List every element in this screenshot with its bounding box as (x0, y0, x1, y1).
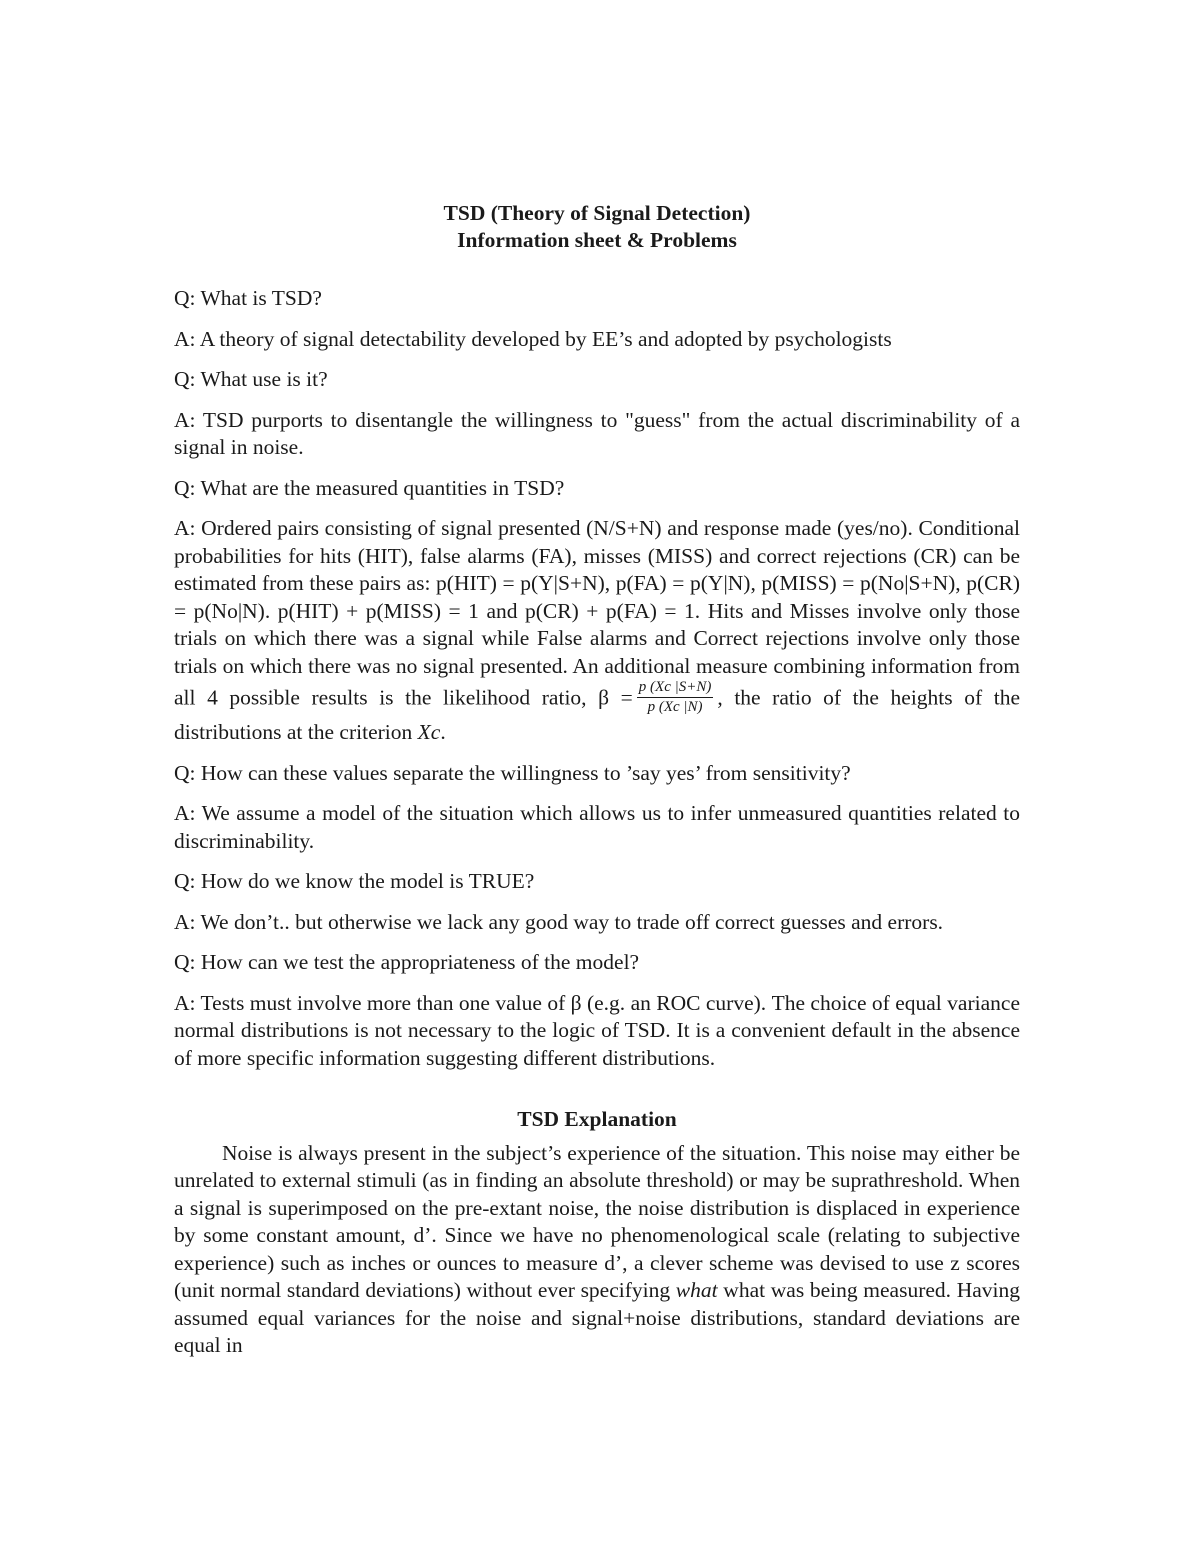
question-4: Q: How can these values separate the willingness to ’say yes’ from sensitivity? (174, 760, 851, 785)
answer-4: A: We assume a model of the situation which allows us to infer unmeasured quantities related to discriminability. (174, 801, 1020, 853)
title-line-2: Information sheet & Problems (457, 228, 737, 252)
explanation-text-1: Noise is always present in the subject’s experience of the situation. This noise may either be unrelated to external stimuli (as in finding an absolute threshold) or may be suprathreshold. When a signal is superimposed on the pre-extant noise, the noise distribution is displaced in experience by some constant amount, d’. Since we have no phenomenological scale (relating to subjective experience) such as inches or ounces to measure d’, a clever scheme was devised to use z scores (unit normal standard deviations) without ever specifying (174, 1140, 1020, 1302)
likelihood-ratio-fraction (637, 678, 714, 717)
explanation-emphasis: what (675, 1278, 718, 1302)
explanation-paragraph (174, 1140, 1020, 1360)
answer-2: A: TSD purports to disentangle the willingness to "guess" from the actual discriminability of a signal in noise. (174, 407, 1020, 459)
fraction-denominator: p (Xc |N) (647, 699, 703, 715)
document-page (174, 200, 1020, 1373)
criterion-variable: Xc (417, 720, 441, 744)
question-1: Q: What is TSD? (174, 286, 322, 310)
question-3: Q: What are the measured quantities in TSD? (174, 475, 565, 500)
answer-5: A: We don’t.. but otherwise we lack any good way to trade off correct guesses and errors. (174, 909, 944, 934)
title-line-1: TSD (Theory of Signal Detection) (443, 201, 751, 225)
answer-6: A: Tests must involve more than one value of β (e.g. an ROC curve). The choice of equal variance normal distributions is not necessary to the logic of TSD. It is a convenient default in the absence of more specific information suggesting different distributions. (174, 990, 1020, 1070)
answer-3-text-1: A: Ordered pairs consisting of signal presented (N/S+N) and response made (yes/no). Conditional probabilities for hits (HIT), false alarms (FA), misses (MISS) and correct rejections (CR) can be estimated from these pairs as: p(HIT) = p(Y|S+N), p(FA) = p(Y|N), p(MISS) = p(No|S+N), p(CR) = p(No|N). p(HIT) + p(MISS) = 1 and p(CR) + p(FA) = 1. Hits and Misses involve only those trials on which there was a signal while False alarms and Correct rejections involve only those trials on which there was no signal presented. An additional measure combining information from all 4 possible results is the likelihood ratio, β = (174, 516, 1020, 710)
question-6: Q: How can we test the appropriateness of the model? (174, 950, 640, 974)
question-5: Q: How do we know the model is TRUE? (174, 869, 535, 893)
section-heading-explanation: TSD Explanation (517, 1107, 677, 1131)
answer-1: A: A theory of signal detectability developed by EE’s and adopted by psychologists (174, 326, 892, 351)
fraction-numerator: p (Xc |S+N) (637, 678, 714, 698)
explanation-text-2: what was being measured. Having assumed equal variances for the noise and signal+noise distributions, standard deviations are equal in (174, 1278, 1021, 1357)
document-title (174, 200, 1020, 254)
answer-3 (174, 515, 1020, 747)
answer-3-end: . (440, 720, 446, 744)
question-2: Q: What use is it? (174, 367, 328, 391)
answer-3-text-2: , the ratio of the heights of the distributions at the criterion (174, 685, 1020, 744)
